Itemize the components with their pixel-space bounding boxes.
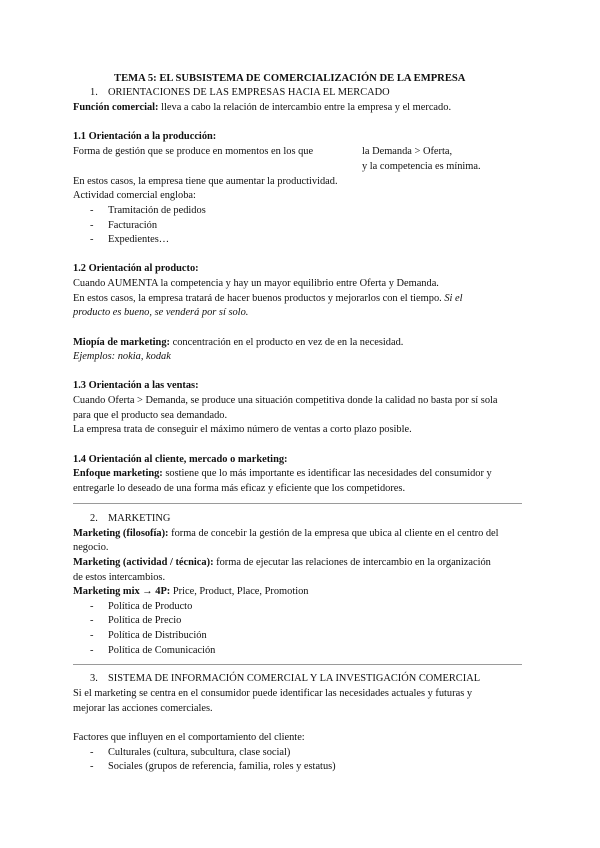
marketing-mix-text: Price, Product, Place, Promotion (170, 586, 309, 597)
marketing-actividad-line-1 (73, 556, 491, 571)
list-item: Facturación (108, 220, 158, 231)
enfoque-marketing-text: sostiene que lo más importante es identificar las necesidades del consumidor y (162, 468, 492, 479)
marketing-filosofia-label: Marketing (filosofía): (73, 528, 169, 539)
s12-line-2-text: En estos casos, la empresa tratará de hacer buenos productos y mejorarlos con el tiempo. (73, 293, 445, 304)
marketing-actividad-label: Marketing (actividad / técnica): (73, 557, 214, 568)
s11-line-1: Forma de gestión que se produce en momentos en los que (73, 146, 314, 157)
bullet-dash: - (90, 630, 94, 641)
enfoque-marketing-line-1 (73, 467, 492, 482)
s12-line-1: Cuando AUMENTA la competencia y hay un mayor equilibrio entre Oferta y Demanda. (73, 278, 439, 289)
s3-factors: Factores que influyen en el comportamiento del cliente: (73, 732, 305, 743)
s13-line-3: La empresa trata de conseguir el máximo número de ventas a corto plazo posible. (73, 424, 412, 435)
miopia-examples: Ejemplos: nokia, kodak (73, 351, 171, 362)
enfoque-marketing-label: Enfoque marketing: (73, 468, 163, 479)
section-3-heading: SISTEMA DE INFORMACIÓN COMERCIAL Y LA INVESTIGACIÓN COMERCIAL (108, 673, 481, 684)
list-item: Tramitación de pedidos (108, 205, 206, 216)
s12-line-2-italic: Si el (444, 293, 463, 304)
bullet-dash: - (90, 761, 94, 772)
list-item: Sociales (grupos de referencia, familia, roles y estatus) (108, 761, 336, 772)
s13-line-1: Cuando Oferta > Demanda, se produce una situación competitiva donde la calidad no basta por sí sola (73, 395, 498, 406)
marketing-filosofia-line-1 (73, 527, 499, 542)
bullet-dash: - (90, 220, 94, 231)
s13-line-2: para que el producto sea demandado. (73, 410, 228, 421)
marketing-filosofia-line-2: negocio. (73, 542, 109, 553)
miopia-label: Miopía de marketing: (73, 337, 170, 348)
marketing-actividad-text: forma de ejecutar las relaciones de intercambio en la organización (213, 557, 491, 568)
subsection-1-3-heading: 1.3 Orientación a las ventas: (73, 380, 199, 391)
marketing-filosofia-text: forma de concebir la gestión de la empresa que ubica al cliente en el centro del (168, 528, 499, 539)
list-item: Culturales (cultura, subcultura, clase social) (108, 747, 291, 758)
funcion-comercial-label: Función comercial: (73, 102, 159, 113)
funcion-comercial-definition (73, 101, 451, 116)
enfoque-marketing-line-2: entregarle lo deseado de una forma más eficaz y eficiente que los competidores. (73, 483, 406, 494)
marketing-actividad-line-2: de estos intercambios. (73, 572, 166, 583)
s12-line-3: producto es bueno, se venderá por sí solo. (73, 307, 249, 318)
s11-right-1: la Demanda > Oferta, (362, 146, 453, 157)
bullet-dash: - (90, 234, 94, 245)
s11-line-3: Actividad comercial engloba: (73, 190, 196, 201)
s11-right-2: y la competencia es mínima. (362, 161, 481, 172)
section-1-number: 1. (90, 87, 98, 98)
s11-line-2: En estos casos, la empresa tiene que aumentar la productividad. (73, 176, 338, 187)
s12-line-2 (73, 292, 463, 307)
section-divider (73, 503, 522, 504)
subsection-1-2-heading: 1.2 Orientación al producto: (73, 263, 199, 274)
list-item: Política de Distribución (108, 630, 207, 641)
bullet-dash: - (90, 205, 94, 216)
list-item: Política de Comunicación (108, 645, 216, 656)
funcion-comercial-text: lleva a cabo la relación de intercambio entre la empresa y el mercado. (158, 102, 452, 113)
miopia-definition (73, 336, 403, 351)
s3-line-1: Si el marketing se centra en el consumidor puede identificar las necesidades actuales y futuras y (73, 688, 473, 699)
section-1-heading: ORIENTACIONES DE LAS EMPRESAS HACIA EL MERCADO (108, 87, 390, 98)
document-title: TEMA 5: EL SUBSISTEMA DE COMERCIALIZACIÓN DE LA EMPRESA (114, 73, 466, 84)
list-item: Expedientes… (108, 234, 170, 245)
bullet-dash: - (90, 615, 94, 626)
bullet-dash: - (90, 645, 94, 656)
section-divider (73, 664, 522, 665)
list-item: Política de Precio (108, 615, 182, 626)
subsection-1-1-heading: 1.1 Orientación a la producción: (73, 131, 217, 142)
marketing-mix-line (73, 585, 308, 600)
miopia-text: concentración en el producto en vez de en la necesidad. (169, 337, 404, 348)
section-2-heading: MARKETING (108, 513, 171, 524)
s3-line-2: mejorar las acciones comerciales. (73, 703, 213, 714)
bullet-dash: - (90, 601, 94, 612)
list-item: Política de Producto (108, 601, 193, 612)
subsection-1-4-heading: 1.4 Orientación al cliente, mercado o marketing: (73, 454, 288, 465)
marketing-mix-label: Marketing mix → 4P: (73, 586, 171, 597)
section-2-number: 2. (90, 513, 98, 524)
section-3-number: 3. (90, 673, 98, 684)
bullet-dash: - (90, 747, 94, 758)
